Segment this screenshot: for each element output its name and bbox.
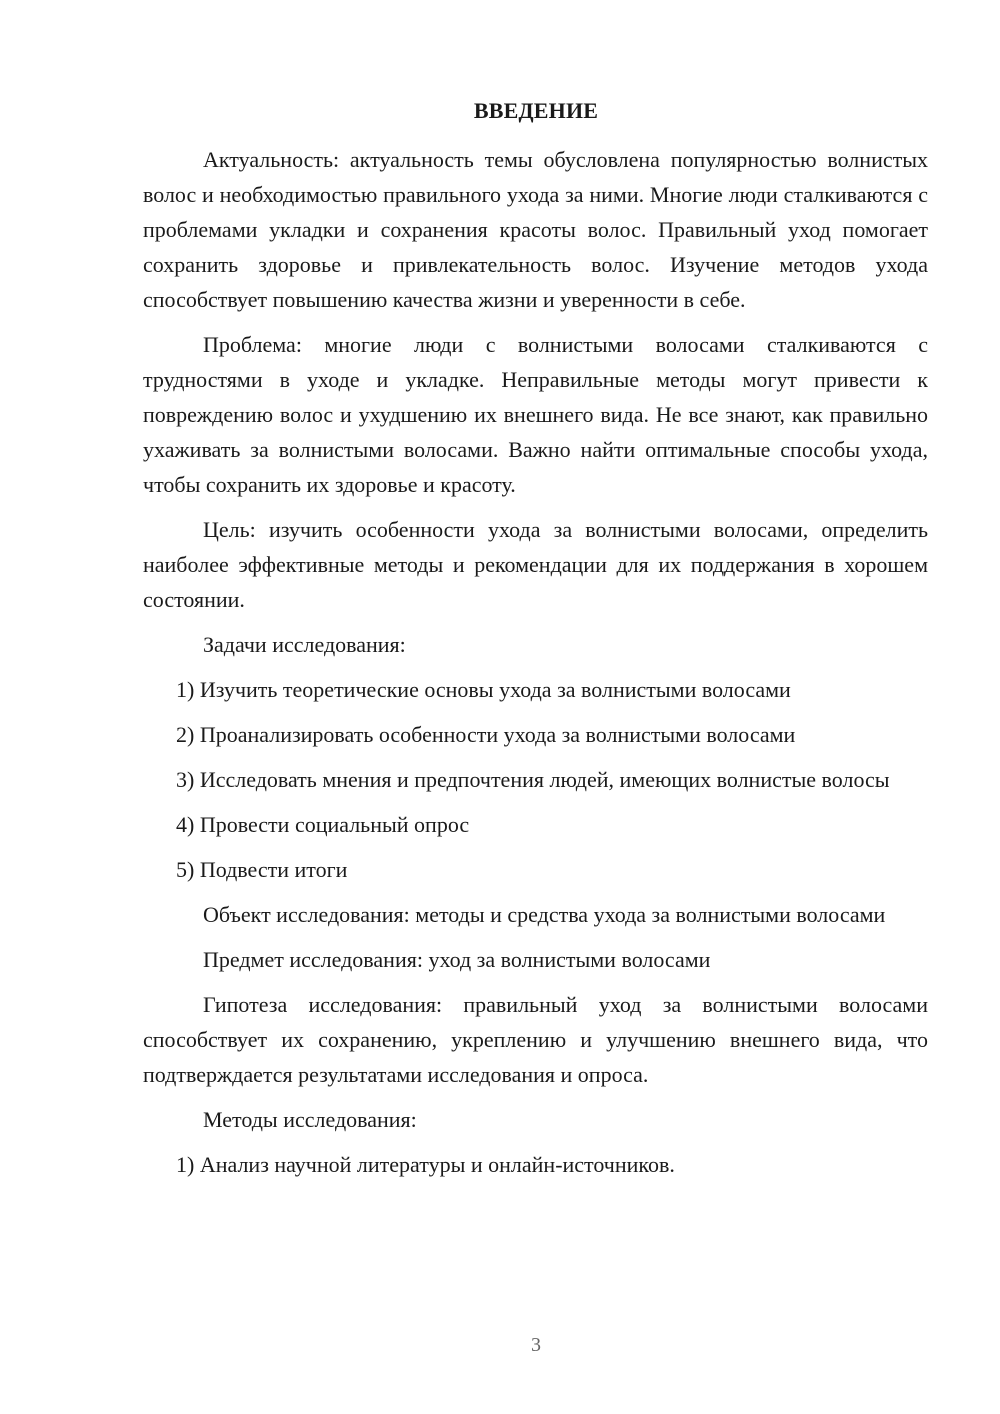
object-paragraph: Объект исследования: методы и средства ухода за волнистыми волосами — [203, 902, 886, 927]
method-item-1: 1) Анализ научной литературы и онлайн-источников. — [176, 1152, 675, 1177]
goal-paragraph: Цель: изучить особенности ухода за волнистыми волосами, определить наиболее эффективные методы и рекомендации для их поддержания в хорошем состоянии. — [143, 517, 928, 612]
hypothesis-paragraph: Гипотеза исследования: правильный уход за волнистыми волосами способствует их сохранению, укреплению и улучшению внешнего вида, что подтверждается результатами исследования и опроса. — [143, 992, 928, 1087]
subject-paragraph: Предмет исследования: уход за волнистыми волосами — [203, 947, 711, 972]
methods-heading: Методы исследования: — [203, 1107, 417, 1132]
task-item-3: 3) Исследовать мнения и предпочтения людей, имеющих волнистые волосы — [176, 767, 890, 792]
task-item-5: 5) Подвести итоги — [176, 857, 348, 882]
task-item-4: 4) Провести социальный опрос — [176, 812, 470, 837]
body-text — [143, 142, 928, 1192]
task-item-2: 2) Проанализировать особенности ухода за волнистыми волосами — [176, 722, 796, 747]
page-number: 3 — [531, 1334, 541, 1356]
section-title: ВВЕДЕНИЕ — [473, 98, 599, 123]
relevance-paragraph: Актуальность: актуальность темы обусловлена популярностью волнистых волос и необходимостью правильного ухода за ними. Многие люди сталкиваются с проблемами укладки и сохранения красоты волос. Правильный уход помогает сохранить здоровье и привлекательность волос. Изучение методов ухода способствует повышению качества жизни и уверенности в себе. — [143, 147, 928, 312]
tasks-heading: Задачи исследования: — [203, 632, 406, 657]
task-item-1: 1) Изучить теоретические основы ухода за волнистыми волосами — [176, 677, 791, 702]
problem-paragraph: Проблема: многие люди с волнистыми волосами сталкиваются с трудностями в уходе и укладке. Неправильные методы могут привести к повреждению волос и ухудшению их внешнего вида. Не все знают, как правильно ухаживать за волнистыми волосами. Важно найти оптимальные способы ухода, чтобы сохранить их здоровье и красоту. — [143, 332, 928, 497]
